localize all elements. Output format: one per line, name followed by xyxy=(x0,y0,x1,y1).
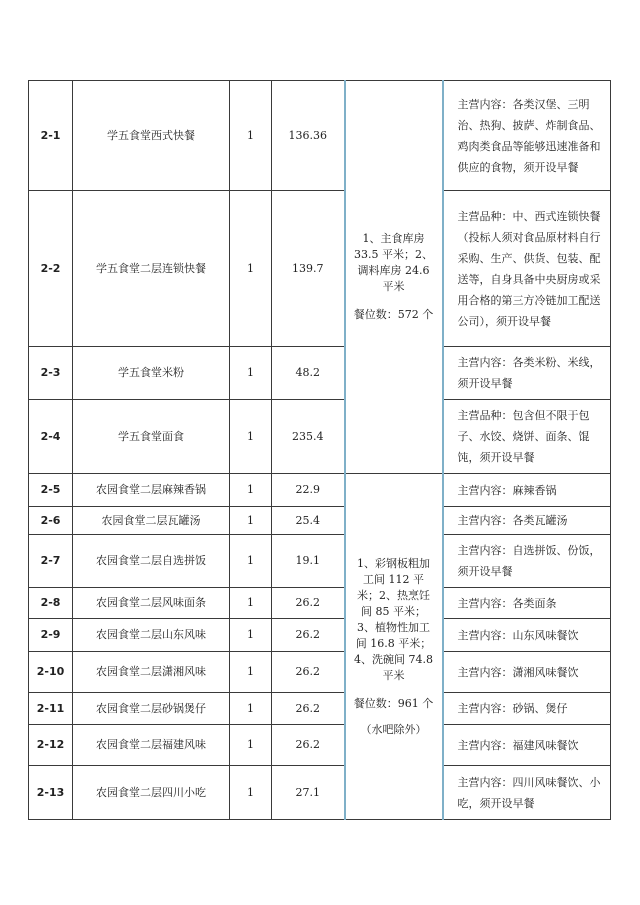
stall-note: 主营内容：自选拼饭、份饭，须开设早餐 xyxy=(443,535,611,588)
table-row xyxy=(29,766,611,820)
facility-line: 3、植物性加工 xyxy=(357,620,430,634)
stall-note: 主营内容：四川风味餐饮、小吃，须开设早餐 xyxy=(443,766,611,820)
table-row xyxy=(29,588,611,619)
facility-line: 33.5 平米；2、 xyxy=(354,248,433,261)
facility-line: 平米 xyxy=(382,280,405,293)
seat-count: 餐位数：961 个 xyxy=(353,696,434,710)
table-row xyxy=(29,347,611,400)
stall-name: 农园食堂二层风味面条 xyxy=(73,588,230,619)
facility-line: 间 85 平米； xyxy=(361,604,426,618)
stall-id: 2-1 xyxy=(29,81,73,191)
stall-count: 1 xyxy=(230,400,272,474)
stall-note: 主营内容：麻辣香锅 xyxy=(443,474,611,507)
stall-name: 学五食堂西式快餐 xyxy=(73,81,230,191)
stall-count: 1 xyxy=(230,619,272,652)
seat-exclusion-note: （水吧除外） xyxy=(360,722,427,736)
stall-name: 农园食堂二层瓦罐汤 xyxy=(73,507,230,535)
facility-line: 1、主食库房 xyxy=(362,232,425,245)
stall-id: 2-13 xyxy=(29,766,73,820)
facility-cell-group2 xyxy=(345,474,443,820)
table-row xyxy=(29,507,611,535)
stall-area: 26.2 xyxy=(272,619,345,652)
stall-note: 主营内容：山东风味餐饮 xyxy=(443,619,611,652)
facility-line: 平米 xyxy=(382,668,405,682)
table-row xyxy=(29,535,611,588)
stall-id: 2-10 xyxy=(29,652,73,693)
table-row xyxy=(29,619,611,652)
stall-area: 26.2 xyxy=(272,588,345,619)
stall-area: 25.4 xyxy=(272,507,345,535)
stall-name: 农园食堂二层潇湘风味 xyxy=(73,652,230,693)
stall-note: 主营内容：潇湘风味餐饮 xyxy=(443,652,611,693)
stall-id: 2-4 xyxy=(29,400,73,474)
stall-table xyxy=(28,80,611,820)
stall-id: 2-5 xyxy=(29,474,73,507)
stall-name: 农园食堂二层麻辣香锅 xyxy=(73,474,230,507)
stall-id: 2-9 xyxy=(29,619,73,652)
seat-count: 餐位数：572 个 xyxy=(353,308,434,321)
stall-count: 1 xyxy=(230,693,272,725)
stall-name: 学五食堂二层连锁快餐 xyxy=(73,191,230,347)
stall-name: 学五食堂米粉 xyxy=(73,347,230,400)
facility-line: 调料库房 24.6 xyxy=(357,264,430,277)
facility-line: 工间 112 平 xyxy=(363,572,424,586)
stall-id: 2-2 xyxy=(29,191,73,347)
table-row xyxy=(29,652,611,693)
stall-area: 136.36 xyxy=(272,81,345,191)
stall-area: 139.7 xyxy=(272,191,345,347)
stall-note: 主营内容：砂锅、煲仔 xyxy=(443,693,611,725)
stall-name: 农园食堂二层四川小吃 xyxy=(73,766,230,820)
stall-id: 2-3 xyxy=(29,347,73,400)
stall-count: 1 xyxy=(230,652,272,693)
stall-name: 农园食堂二层砂锅煲仔 xyxy=(73,693,230,725)
stall-count: 1 xyxy=(230,766,272,820)
stall-area: 19.1 xyxy=(272,535,345,588)
facility-line: 米；2、热烹饪 xyxy=(357,588,430,602)
stall-note: 主营品种：包含但不限于包子、水饺、烧饼、面条、馄饨，须开设早餐 xyxy=(443,400,611,474)
stall-count: 1 xyxy=(230,725,272,766)
stall-area: 48.2 xyxy=(272,347,345,400)
table-row xyxy=(29,725,611,766)
stall-area: 26.2 xyxy=(272,693,345,725)
stall-id: 2-7 xyxy=(29,535,73,588)
stall-count: 1 xyxy=(230,347,272,400)
stall-note: 主营内容：福建风味餐饮 xyxy=(443,725,611,766)
stall-id: 2-8 xyxy=(29,588,73,619)
stall-note: 主营内容：各类面条 xyxy=(443,588,611,619)
stall-name: 农园食堂二层山东风味 xyxy=(73,619,230,652)
stall-count: 1 xyxy=(230,588,272,619)
stall-area: 27.1 xyxy=(272,766,345,820)
stall-area: 22.9 xyxy=(272,474,345,507)
stall-note: 主营内容：各类米粉、米线，须开设早餐 xyxy=(443,347,611,400)
stall-area: 235.4 xyxy=(272,400,345,474)
table-row xyxy=(29,474,611,507)
stall-note: 主营品种：中、西式连锁快餐（投标人须对食品原材料自行采购、生产、供货、包装、配送等，自身具备中央厨房或采用合格的第三方冷链加工配送公司），须开设早餐 xyxy=(443,191,611,347)
stall-count: 1 xyxy=(230,535,272,588)
stall-area: 26.2 xyxy=(272,652,345,693)
table-row xyxy=(29,81,611,191)
table-row xyxy=(29,693,611,725)
stall-area: 26.2 xyxy=(272,725,345,766)
stall-name: 学五食堂面食 xyxy=(73,400,230,474)
facility-line: 4、洗碗间 74.8 xyxy=(354,652,433,666)
stall-name: 农园食堂二层福建风味 xyxy=(73,725,230,766)
facility-line: 1、彩钢板粗加 xyxy=(357,556,430,570)
stall-id: 2-11 xyxy=(29,693,73,725)
stall-note: 主营内容：各类汉堡、三明治、热狗、披萨、炸制食品、鸡肉类食品等能够迅速准备和供应的食物，须开设早餐 xyxy=(443,81,611,191)
stall-id: 2-6 xyxy=(29,507,73,535)
stall-note: 主营内容：各类瓦罐汤 xyxy=(443,507,611,535)
stall-id: 2-12 xyxy=(29,725,73,766)
facility-cell-group1 xyxy=(345,81,443,474)
table-row xyxy=(29,400,611,474)
facility-line: 间 16.8 平米； xyxy=(355,636,432,650)
table-row xyxy=(29,191,611,347)
stall-count: 1 xyxy=(230,191,272,347)
stall-count: 1 xyxy=(230,474,272,507)
stall-name: 农园食堂二层自选拼饭 xyxy=(73,535,230,588)
stall-count: 1 xyxy=(230,81,272,191)
stall-count: 1 xyxy=(230,507,272,535)
